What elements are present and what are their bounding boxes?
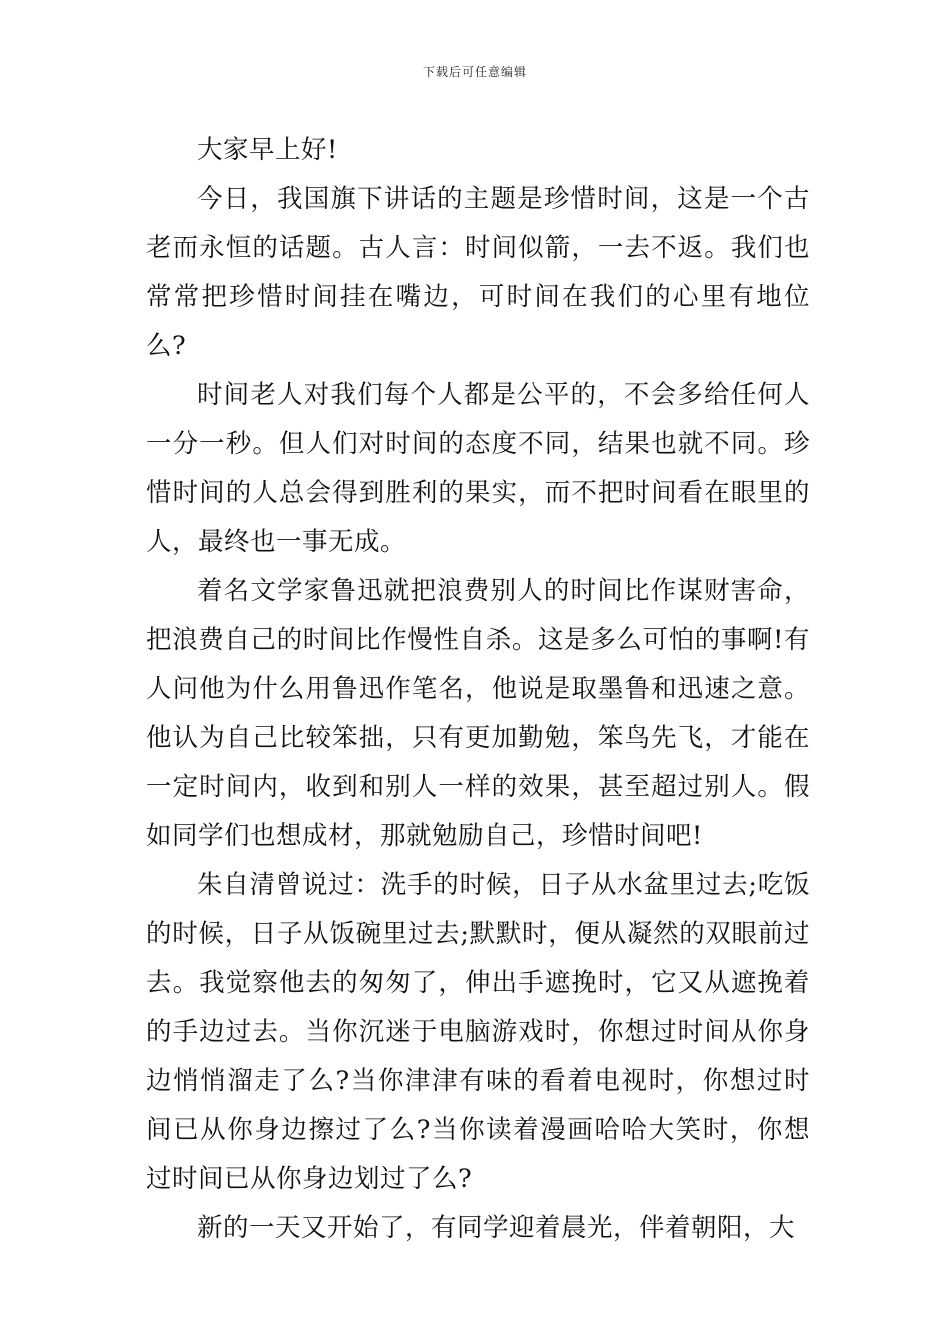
paragraph-topic: 今日，我国旗下讲话的主题是珍惜时间，这是一个古老而永恒的话题。古人言：时间似箭，一去不返。我们也常常把珍惜时间挂在嘴边，可时间在我们的心里有地位么? xyxy=(146,184,810,361)
paragraph-fairness: 时间老人对我们每个人都是公平的，不会多给任何人一分一秒。但人们对时间的态度不同，结果也就不同。珍惜时间的人总会得到胜利的果实，而不把时间看在眼里的人，最终也一事无成。 xyxy=(146,380,810,557)
paragraph-new-day: 新的一天又开始了，有同学迎着晨光，伴着朝阳，大 xyxy=(197,1213,796,1243)
paragraph-luxun: 着名文学家鲁迅就把浪费别人的时间比作谋财害命，把浪费自己的时间比作慢性自杀。这是多么可怕的事啊!有人问他为什么用鲁迅作笔名，他说是取墨鲁和迅速之意。他认为自己比较笨拙，只有更加勤勉，笨鸟先飞，才能在一定时间内，收到和别人一样的效果，甚至超过别人。假如同学们也想成材，那就勉励自己，珍惜时间吧! xyxy=(146,576,810,851)
paragraph-greeting: 大家早上好! xyxy=(197,135,338,165)
document-body xyxy=(146,126,810,1253)
page-header: 下载后可任意编辑 xyxy=(422,65,527,79)
paragraph-zhuziqing: 朱自清曾说过：洗手的时候，日子从水盆里过去;吃饭的时候，日子从饭碗里过去;默默时，便从凝然的双眼前过去。我觉察他去的匆匆了，伸出手遮挽时，它又从遮挽着的手边过去。当你沉迷于电脑游戏时，你想过时间从你身边悄悄溜走了么?当你津津有味的看着电视时，你想过时间已从你身边擦过了么?当你读着漫画哈哈大笑时，你想过时间已从你身边划过了么? xyxy=(146,870,810,1194)
